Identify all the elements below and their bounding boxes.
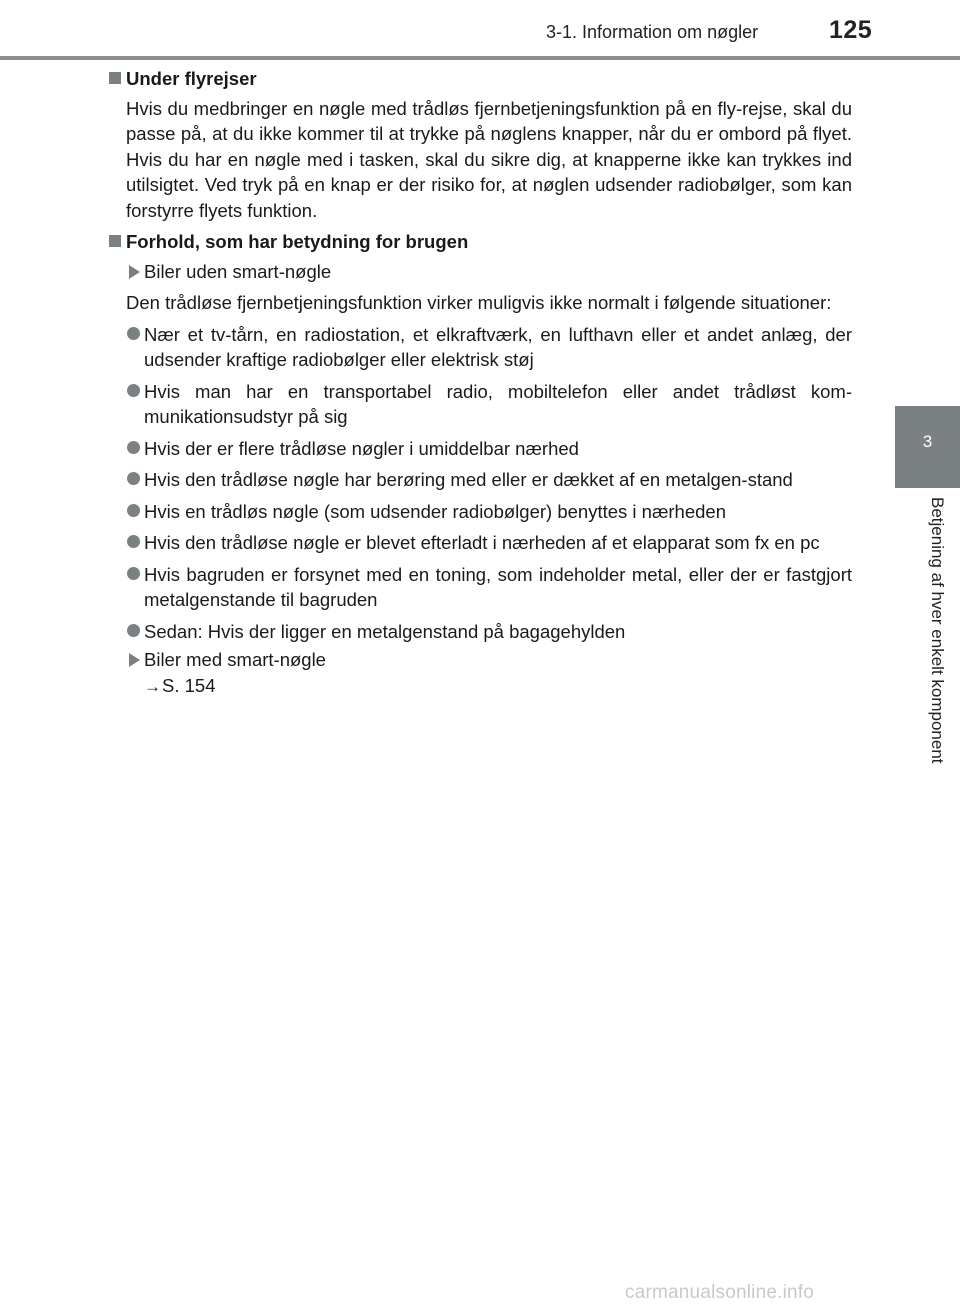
section-heading-text: Under flyrejser	[126, 68, 257, 89]
section-paragraph: Hvis du medbringer en nøgle med trådløs fjernbetjeningsfunktion på en fly-rejse, skal du passe på, at du ikke kommer til at trykke på nøglens knapper, når du er ombord på flyet. Hvis du har en nøgle med i tasken, skal du sikre dig, at knapperne ikke kan trykkes ind utilsigtet. Ved tryk på en knap er der risiko for, at nøglen udsender radiobølger, som kan forstyrre flyets funktion.	[126, 97, 852, 221]
intro-paragraph: Den trådløse fjernbetjeningsfunktion virker muligvis ikke normalt i følgende situationer:	[126, 292, 832, 313]
square-bullet-icon	[109, 235, 121, 247]
list-item	[106, 467, 852, 493]
chapter-tab[interactable]	[895, 406, 960, 488]
section-heading	[106, 66, 852, 92]
circle-bullet-icon	[127, 567, 140, 580]
running-section-title: 3-1. Information om nøgler	[546, 22, 759, 42]
page-content	[106, 66, 852, 699]
list-item-text: Hvis den trådløse nøgle er blevet efterladt i nærheden af et elapparat som fx en pc	[144, 532, 820, 553]
section-conditions	[106, 229, 852, 699]
section-heading-text: Forhold, som har betydning for brugen	[126, 231, 469, 252]
chapter-number: 3	[922, 432, 933, 451]
list-item	[106, 379, 852, 430]
list-item-text: Hvis bagruden er forsynet med en toning, som indeholder metal, eller der er fastgjort metalgenstande til bagruden	[144, 563, 852, 610]
list-item	[106, 499, 852, 525]
circle-bullet-icon	[127, 327, 140, 340]
page-number: 125	[829, 16, 873, 44]
subheading-text: Biler med smart-nøgle	[144, 649, 326, 670]
chapter-title: Betjening af hver enkelt komponent	[928, 497, 947, 764]
list-item	[106, 619, 852, 645]
circle-bullet-icon	[127, 535, 140, 548]
list-item	[106, 436, 852, 462]
list-item	[106, 530, 852, 556]
page-reference-link[interactable]	[106, 673, 852, 700]
list-item	[106, 322, 852, 373]
header-rule	[0, 56, 960, 60]
list-item	[106, 562, 852, 613]
circle-bullet-icon	[127, 504, 140, 517]
list-item-text: Sedan: Hvis der ligger en metalgenstand på bagagehylden	[144, 620, 626, 642]
section-heading	[106, 229, 852, 255]
list-item-text: Hvis den trådløse nøgle har berøring med eller er dækket af en metalgen-stand	[144, 469, 793, 490]
section-flights	[106, 66, 852, 223]
list-item-text: Nær et tv-tårn, en radiostation, et elkraftværk, en lufthavn eller et andet anlæg, der udsender kraftige radiobølger eller elektrisk støj	[144, 323, 852, 370]
list-item-text: Hvis man har en transportabel radio, mobiltelefon eller andet trådløst kom-munikationsudstyr på sig	[144, 380, 852, 427]
square-bullet-icon	[109, 72, 121, 84]
circle-bullet-icon	[127, 384, 140, 397]
list-item-text: Hvis der er flere trådløse nøgler i umiddelbar nærhed	[144, 437, 579, 459]
list-item-text: Hvis en trådløs nøgle (som udsender radiobølger) benyttes i nærheden	[144, 500, 727, 522]
circle-bullet-icon	[127, 472, 140, 485]
subheading-text: Biler uden smart-nøgle	[144, 260, 332, 282]
triangle-bullet-icon	[129, 653, 140, 667]
arrow-right-icon: →	[144, 676, 161, 696]
subheading-no-smart-key	[106, 259, 852, 285]
circle-bullet-icon	[127, 441, 140, 454]
subheading-smart-key	[106, 647, 852, 673]
page-reference-text: S. 154	[162, 674, 216, 696]
triangle-bullet-icon	[129, 265, 140, 279]
circle-bullet-icon	[127, 624, 140, 637]
watermark: carmanualsonline.info	[625, 1282, 815, 1303]
